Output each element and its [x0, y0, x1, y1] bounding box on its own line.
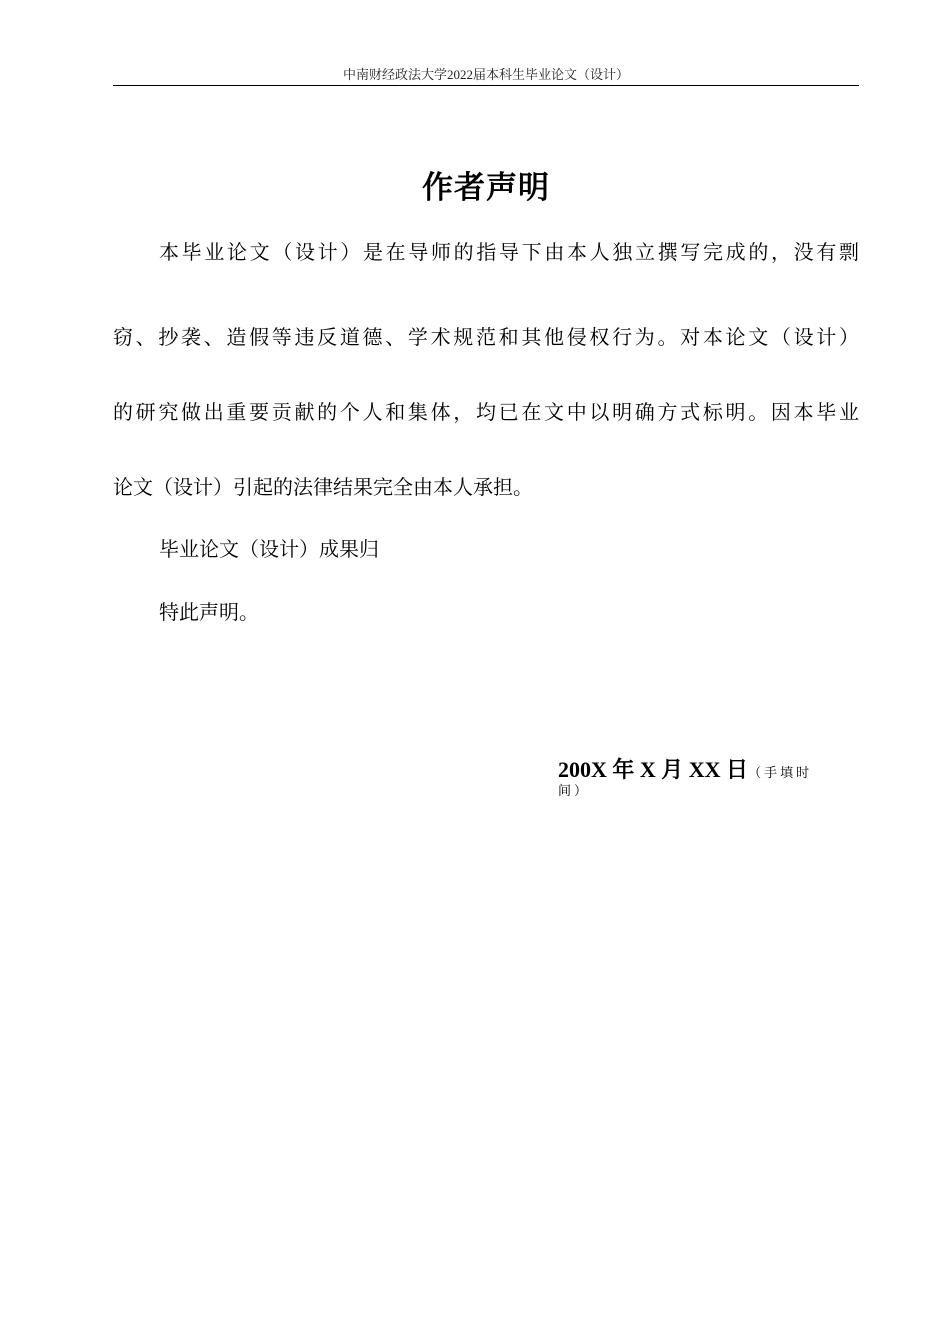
declaration-line-1: 本毕业论文（设计）是在导师的指导下由本人独立撰写完成的，没有剽	[159, 240, 859, 264]
declaration-line-4: 论文（设计）引起的法律结果完全由本人承担。	[113, 475, 533, 499]
date-text: 200X 年 X 月 XX 日	[558, 757, 749, 782]
date-note: （手填时	[748, 766, 813, 781]
page-header: 中南财经政法大学2022届本科生毕业论文（设计）	[342, 67, 629, 82]
closing-statement: 特此声明。	[159, 600, 259, 624]
date-note-continued: 间）	[558, 784, 591, 799]
declaration-line-2: 窃、抄袭、造假等违反道德、学术规范和其他侵权行为。对本论文（设计）	[113, 325, 859, 349]
ownership-statement: 毕业论文（设计）成果归	[159, 537, 379, 561]
signature-date	[558, 756, 858, 800]
page-title: 作者声明	[422, 170, 550, 206]
declaration-line-3: 的研究做出重要贡献的个人和集体，均已在文中以明确方式标明。因本毕业	[113, 400, 859, 424]
header-rule	[113, 85, 859, 86]
